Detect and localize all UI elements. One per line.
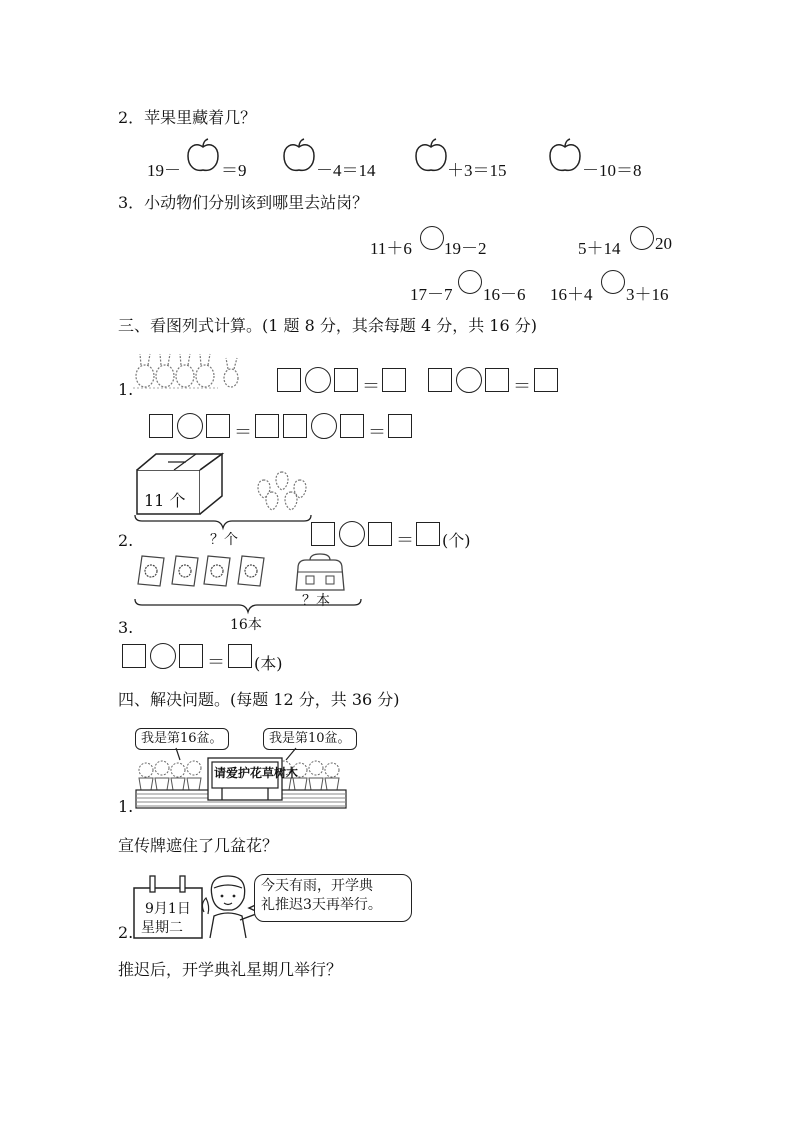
answer-box[interactable] [368,522,392,546]
q3-compare3-left: 17－7 [410,285,453,304]
sign-text: 请爱护花草树木 [214,766,299,780]
answer-box[interactable] [277,368,301,392]
s4-p2-label: 2. [118,923,134,942]
answer-box[interactable] [388,414,412,438]
equals-sign: ＝ [513,376,531,396]
operator-circle[interactable] [150,643,176,669]
strawberries-picture [254,466,310,514]
q2-eq4-right: －10＝8 [582,161,642,180]
section3-title: 三、看图列式计算。(1 题 8 分，其余每题 4 分，共 16 分) [118,316,537,335]
q3-compare4-left: 16＋4 [550,285,593,304]
q3-compare4-right: 3＋16 [626,285,669,304]
q2-eq1-right: ＝9 [221,161,247,180]
answer-box[interactable] [485,368,509,392]
answer-box[interactable] [228,644,252,668]
q3-compare3-right: 16－6 [483,285,526,304]
s3-p3-question: ？本 [302,593,330,609]
operator-circle[interactable] [305,367,331,393]
answer-box[interactable] [428,368,452,392]
answer-box[interactable] [334,368,358,392]
answer-box[interactable] [311,522,335,546]
speech-bubble-right: 我是第10盆。 [263,728,357,750]
calendar-weekday: 星期二 [141,920,183,936]
rabbits-picture [133,352,243,392]
operator-circle[interactable] [177,413,203,439]
equals-sign: ＝ [362,376,380,396]
q2-eq3-right: ＋3＝15 [447,161,507,180]
compare-circle[interactable] [458,270,482,294]
equals-sign: ＝ [234,422,252,442]
q3-compare1-right: 19－2 [444,239,487,258]
answer-box[interactable] [255,414,279,438]
equals-sign: ＝ [207,652,225,672]
calendar-date: 9月1日 [145,901,191,917]
answer-box[interactable] [340,414,364,438]
q2-title: 2．苹果里藏着几？ [118,108,257,127]
box-count-label: 11 个 [144,491,186,510]
operator-circle[interactable] [339,521,365,547]
speech-line-1: 今天有雨，开学典 [261,878,373,894]
answer-box[interactable] [122,644,146,668]
s4-p1-question: 宣传牌遮住了几盆花？ [118,836,279,855]
brace [134,514,312,530]
girl-speech-bubble [254,874,412,922]
s3-p3-total: 16本 [230,617,262,633]
answer-box[interactable] [416,522,440,546]
apple-icon [282,138,316,174]
answer-box[interactable] [149,414,173,438]
s3-p3-unit: (本) [254,654,283,673]
q3-compare2-left: 5＋14 [578,239,621,258]
brace [134,598,362,614]
compare-circle[interactable] [630,226,654,250]
q3-compare2-right: 20 [655,234,672,253]
operator-circle[interactable] [311,413,337,439]
s3-p3-label: 3. [118,618,134,637]
speech-bubble-left: 我是第16盆。 [135,728,229,750]
s4-p2-question: 推迟后，开学典礼星期几举行？ [118,960,343,979]
s3-p2-unit: (个) [442,531,471,550]
equals-sign: ＝ [396,530,414,550]
answer-box[interactable] [283,414,307,438]
apple-icon [548,138,582,174]
operator-circle[interactable] [456,367,482,393]
compare-circle[interactable] [601,270,625,294]
s4-p1-label: 1. [118,797,134,816]
s3-p1-label: 1. [118,380,134,399]
q3-compare1-left: 11＋6 [370,239,412,258]
apple-icon [186,138,220,174]
section4-title: 四、解决问题。(每题 12 分，共 36 分) [118,690,400,709]
answer-box[interactable] [179,644,203,668]
compare-circle[interactable] [420,226,444,250]
speech-line-2: 礼推迟3天再举行。 [261,897,382,913]
q2-eq2-right: －4＝14 [316,161,376,180]
equals-sign: ＝ [368,422,386,442]
s3-p2-label: 2. [118,531,134,550]
s3-p2-question: ？个 [210,532,238,548]
q3-title: 3．小动物们分别该到哪里去站岗？ [118,193,369,212]
answer-box[interactable] [382,368,406,392]
books-picture [136,554,272,588]
answer-box[interactable] [206,414,230,438]
answer-box[interactable] [534,368,558,392]
apple-icon [414,138,448,174]
schoolbag-picture [292,554,348,594]
q2-eq1-left: 19－ [147,161,181,180]
